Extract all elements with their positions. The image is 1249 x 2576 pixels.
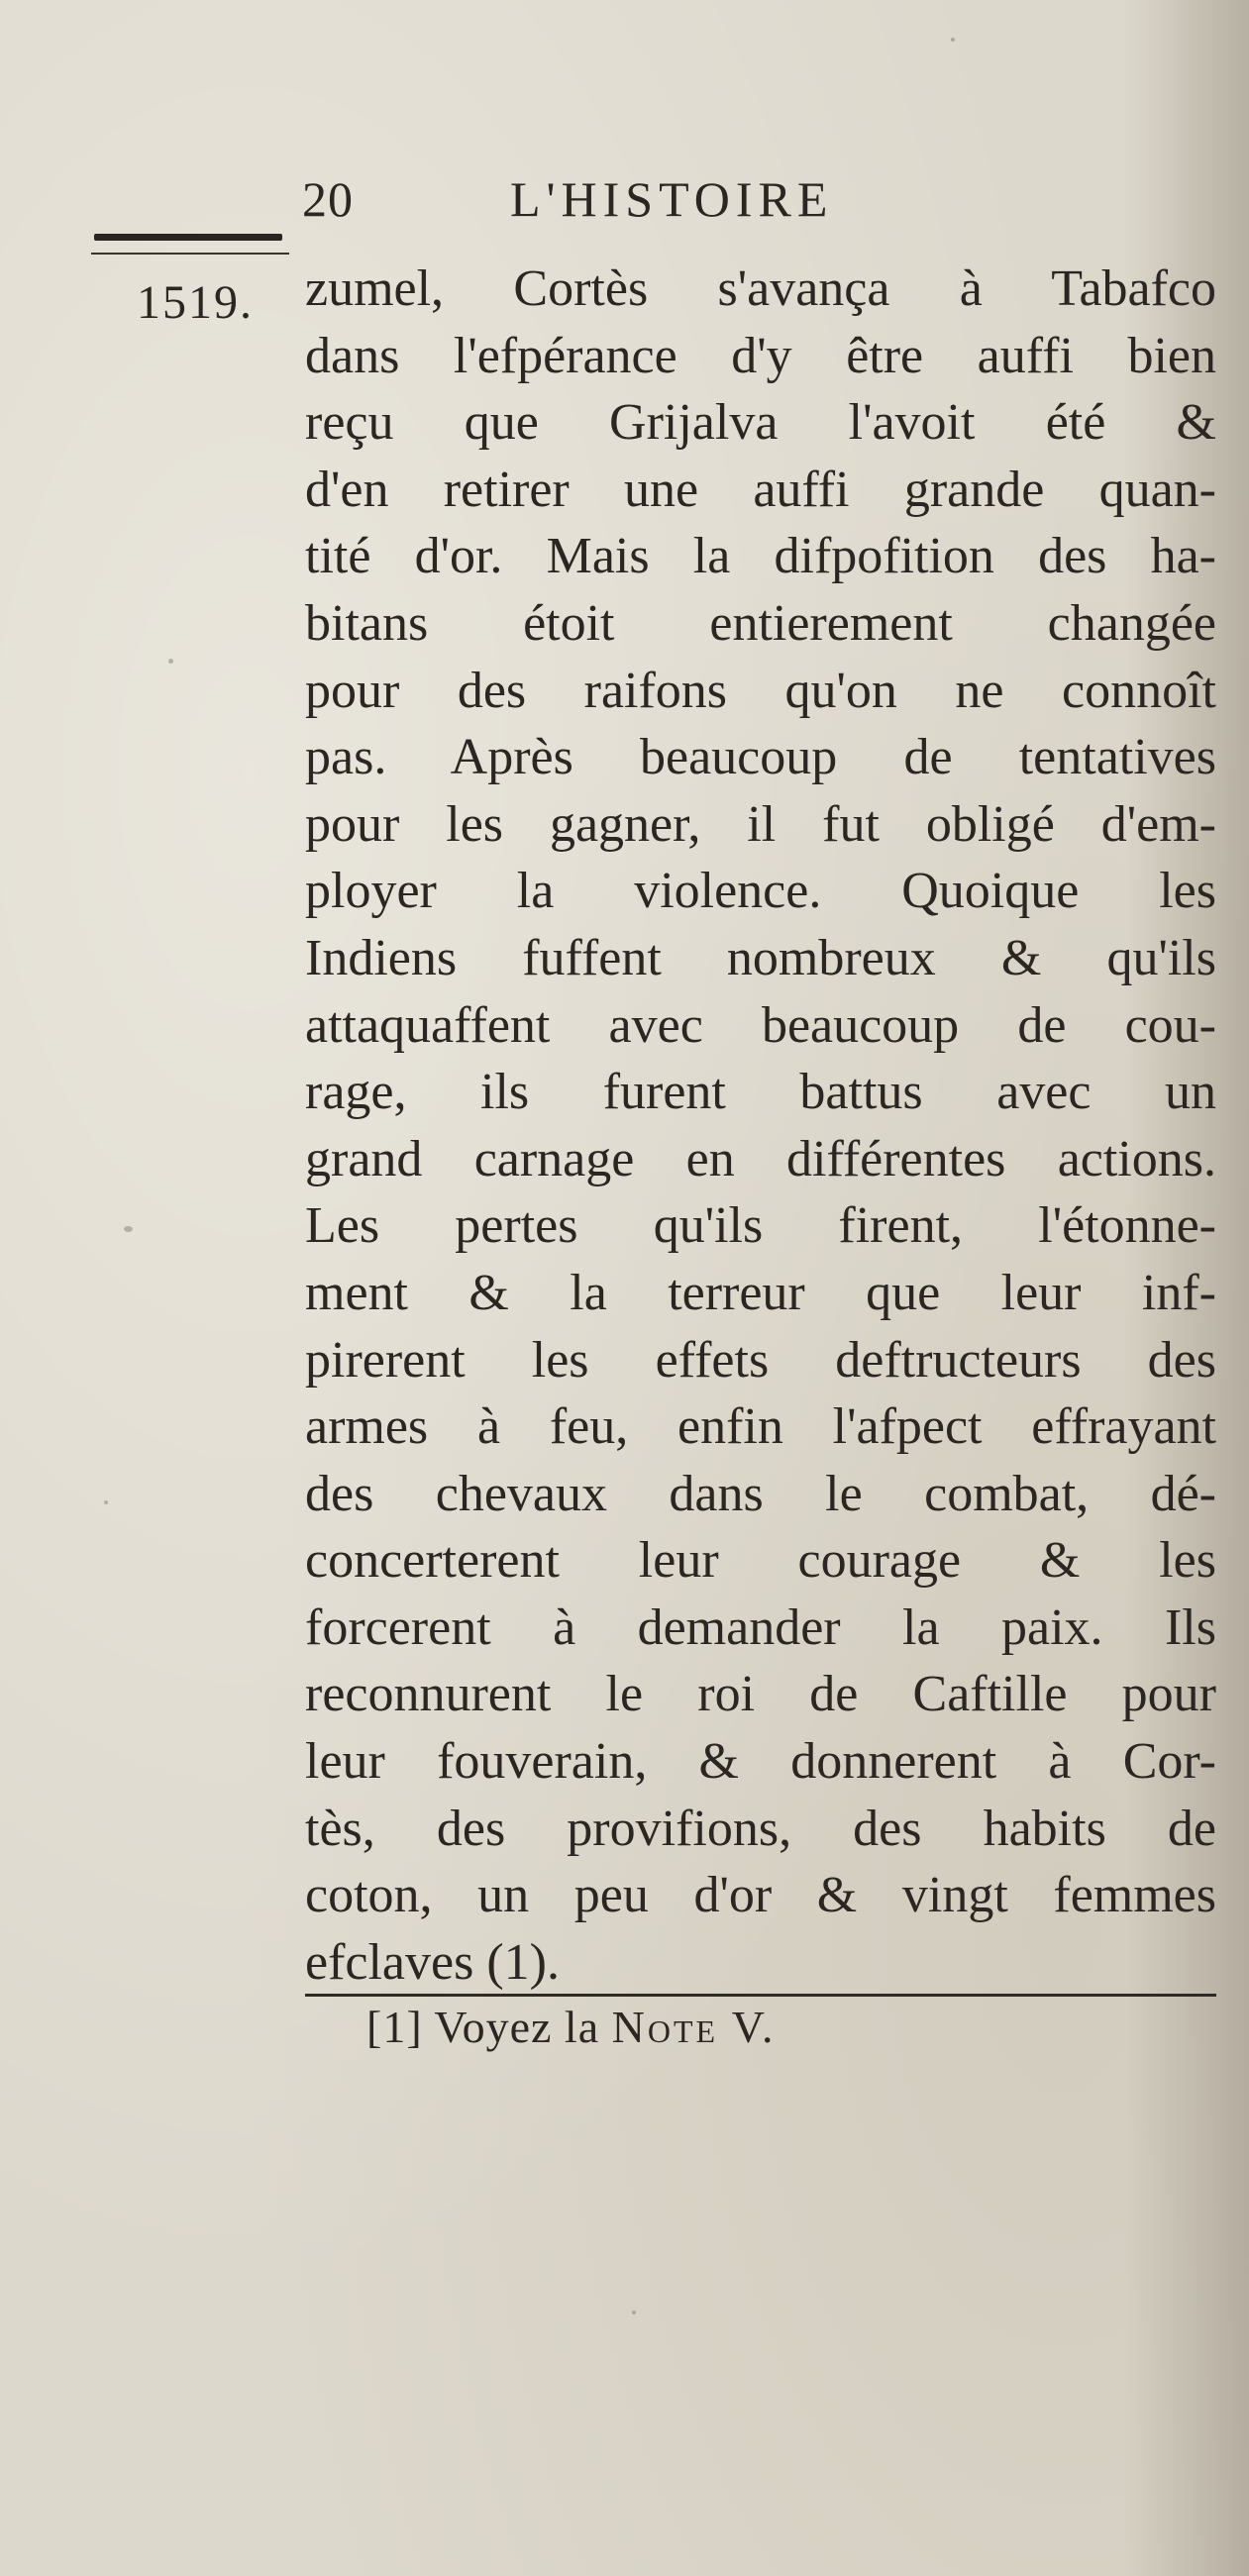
text-line: coton, un peu d'or & vingt femmes bbox=[305, 1867, 1216, 1924]
text-line: rage, ils furent battus avec un bbox=[305, 1064, 1216, 1121]
text-line: des chevaux dans le combat, dé- bbox=[305, 1465, 1216, 1522]
paper-speck bbox=[104, 1500, 108, 1504]
running-head: L'HISTOIRE bbox=[510, 171, 834, 227]
text-line: pour des raifons qu'on ne connoît bbox=[305, 662, 1216, 719]
footnote-text: Voyez la bbox=[434, 2002, 600, 2052]
paper-speck bbox=[632, 2311, 636, 2315]
text-line: concerterent leur courage & les bbox=[305, 1532, 1216, 1590]
footnote-note-label: Note V. bbox=[611, 2002, 777, 2052]
text-line: pas. Après beaucoup de tentatives bbox=[305, 729, 1216, 786]
text-line: forcerent à demander la paix. Ils bbox=[305, 1598, 1216, 1656]
text-line: tès, des provifions, des habits de bbox=[305, 1800, 1216, 1857]
text-line: dans l'efpérance d'y être auffi bien bbox=[305, 327, 1216, 384]
text-line: d'en retirer une auffi grande quan- bbox=[305, 461, 1216, 518]
header-rule-thin bbox=[91, 253, 289, 255]
text-line: ment & la terreur que leur inf- bbox=[305, 1264, 1216, 1321]
footnote-marker: [1] bbox=[366, 2002, 423, 2052]
text-line: zumel, Cortès s'avança à Tabafco bbox=[305, 260, 1216, 317]
paper-speck bbox=[124, 1226, 133, 1232]
paper-speck bbox=[951, 38, 955, 42]
page-number: 20 bbox=[302, 171, 354, 227]
text-line: attaquaffent avec beaucoup de cou- bbox=[305, 996, 1216, 1054]
text-line: efclaves (1). bbox=[305, 1933, 560, 1991]
text-line: Indiens fuffent nombreux & qu'ils bbox=[305, 929, 1216, 986]
header-rule bbox=[94, 234, 282, 241]
margin-year: 1519. bbox=[137, 276, 254, 329]
footnote bbox=[366, 2001, 777, 2053]
paper-speck bbox=[168, 659, 173, 664]
body-text bbox=[305, 256, 1216, 1996]
text-line: pour les gagner, il fut obligé d'em- bbox=[305, 795, 1216, 853]
text-line: tité d'or. Mais la difpofition des ha- bbox=[305, 528, 1216, 585]
text-line: bitans étoit entierement changée bbox=[305, 594, 1216, 652]
text-line: reçu que Grijalva l'avoit été & bbox=[305, 394, 1216, 452]
footnote-rule bbox=[305, 1994, 1216, 1997]
text-line: ployer la violence. Quoique les bbox=[305, 863, 1216, 920]
text-line: leur fouverain, & donnerent à Cor- bbox=[305, 1733, 1216, 1791]
text-line: armes à feu, enfin l'afpect effrayant bbox=[305, 1398, 1216, 1456]
text-line: reconnurent le roi de Caftille pour bbox=[305, 1666, 1216, 1723]
text-line: pirerent les effets deftructeurs des bbox=[305, 1331, 1216, 1389]
text-line: grand carnage en différentes actions. bbox=[305, 1130, 1216, 1187]
text-line: Les pertes qu'ils firent, l'étonne- bbox=[305, 1197, 1216, 1255]
